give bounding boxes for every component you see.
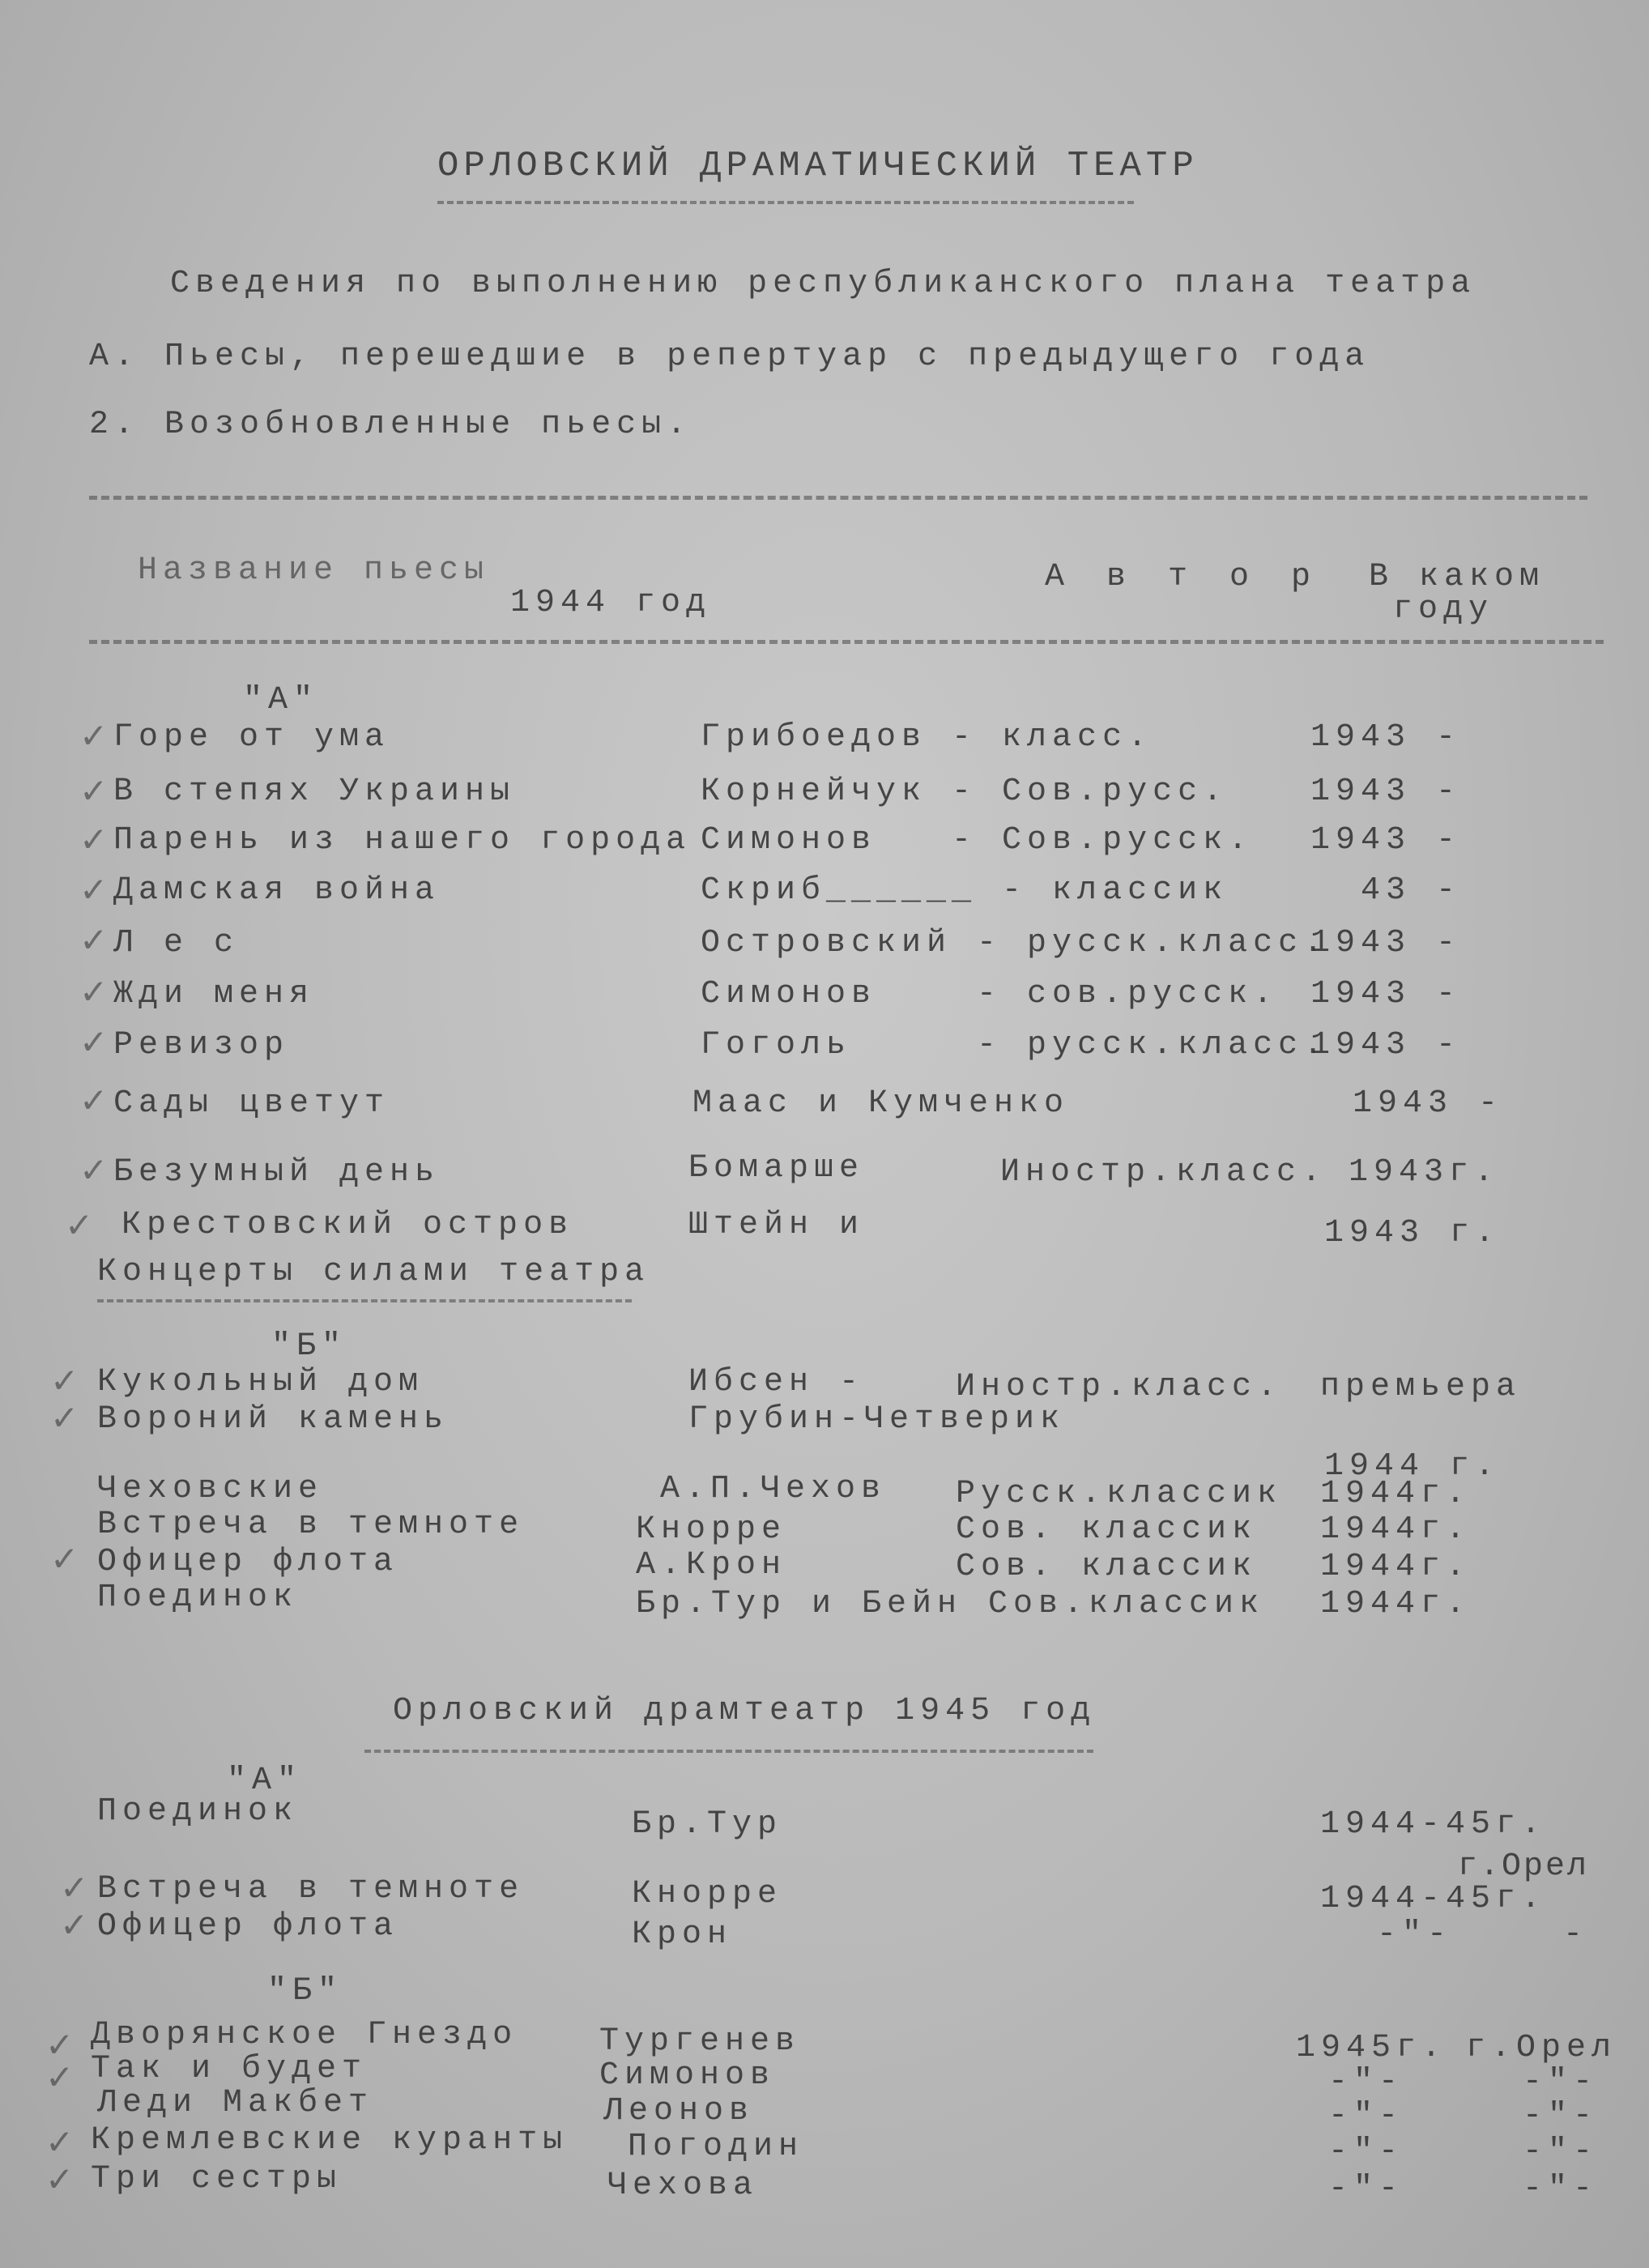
play-year: 1943 - [1310,719,1462,756]
play-year: 1945г. [1296,2030,1447,2066]
play-author: Тургенев [599,2023,801,2060]
play-title: Так и будет [91,2051,368,2087]
section-1944-a-label: "А" [243,682,319,718]
play-title: Парень из нашего города [113,822,692,859]
play-author: Симонов [599,2057,776,2094]
play-place: -"- [1523,2098,1599,2134]
play-title: Встреча в темноте [97,1871,525,1908]
play-place: - [1563,1916,1589,1953]
check-mark-icon: ✓ [45,2057,75,2097]
play-year: -"- [1328,2098,1404,2134]
check-mark-icon: ✓ [79,870,109,910]
play-title: Кремлевские куранты [91,2122,569,2159]
play-title: Жди меня [113,976,315,1013]
play-title: Сады цветут [113,1085,390,1122]
play-category: Сов.классик [988,1586,1265,1622]
play-place: -"- [1523,2064,1599,2100]
check-mark-icon: ✓ [60,1868,89,1908]
subtitle-1945: Орловский драмтеатр 1945 год [393,1693,1097,1729]
play-category: Иностр.класс. [1000,1154,1327,1191]
check-mark-icon: ✓ [50,1398,79,1438]
intro-line-1: Сведения по выполнению республиканского плана театра [170,266,1476,302]
header-author-column: А в т о р [1045,559,1323,595]
play-year: премьера [1320,1369,1522,1405]
header-year-label: 1944 год [510,585,712,621]
play-title: Дамская война [113,872,441,909]
section-1945-a-label: "А" [227,1763,303,1799]
play-year: 1943 - [1310,822,1462,859]
check-mark-icon: ✓ [79,771,109,811]
play-year: 1943 - [1353,1085,1504,1122]
play-place: -"- [1523,2171,1599,2207]
play-year: 1944г. [1320,1549,1472,1585]
play-author: Симонов - Сов.русск. [701,822,1254,859]
play-author: Маас и Кумченко [692,1085,1070,1122]
play-author: Погодин [628,2129,804,2165]
check-mark-icon: ✓ [60,1905,89,1945]
play-title: Крестовский остров [121,1207,574,1243]
play-title: Поединок [97,1793,299,1830]
concerts-underline [97,1299,632,1302]
play-category: Сов. классик [956,1549,1258,1585]
subtitle-1945-underline [364,1750,1093,1753]
play-title: Офицер флота [97,1544,399,1580]
check-mark-icon: ✓ [79,920,109,960]
check-mark-icon: ✓ [65,1205,94,1245]
header-rule-top [89,496,1587,500]
section-1944-b-label: "Б" [271,1328,347,1365]
check-mark-icon: ✓ [45,2159,75,2199]
check-mark-icon: ✓ [79,820,109,859]
play-author: Скриб______ - классик [701,872,1229,909]
play-author: Гоголь - русск.класс. [701,1027,1329,1064]
play-title: В степях Украины [113,774,516,810]
check-mark-icon: ✓ [50,1539,79,1579]
play-title: Л е с [113,925,240,961]
play-title: Чеховские [97,1471,324,1507]
play-title: Безумный день [113,1154,441,1191]
play-author: Грибоедов - класс. [701,719,1153,756]
play-year: 1943 - [1310,976,1462,1013]
intro-line-2: А. Пьесы, перешедшие в репертуар с предыдущего года [89,339,1370,375]
play-author: Кнорре [632,1876,783,1912]
play-author: Кнорре [636,1511,787,1548]
play-author: Грубин-Четверик [688,1401,1066,1438]
play-author: Крон [632,1916,733,1953]
play-category: Русск.классик [956,1476,1283,1512]
play-year: 1944г. [1320,1511,1472,1548]
play-author: А.П.Чехов [660,1471,887,1507]
check-mark-icon: ✓ [45,2025,75,2065]
play-year: -"- [1328,2064,1404,2100]
play-year: 1944-45г. [1320,1881,1547,1917]
play-author: Симонов - сов.русск. [701,976,1279,1013]
play-year: 1943 г. [1324,1215,1501,1251]
check-mark-icon: ✓ [45,2122,75,2162]
document-title: ОРЛОВСКИЙ ДРАМАТИЧЕСКИЙ ТЕАТР [437,146,1199,186]
section-1945-b-label: "Б" [267,1973,343,2010]
play-title: Горе от ума [113,719,390,756]
play-year: 1943 - [1310,925,1462,961]
play-year: 1944г. [1320,1586,1472,1622]
play-title: Поединок [97,1580,299,1616]
concerts-line: Концерты силами театра [97,1254,650,1290]
play-category: Сов. классик [956,1511,1258,1548]
play-year: 1943 - [1310,774,1462,810]
play-year: -"- [1328,2171,1404,2207]
play-author: Бр.Тур и Бейн [636,1586,963,1622]
play-author: Штейн и [688,1207,865,1243]
check-mark-icon: ✓ [79,716,109,756]
play-author: Чехова [607,2168,759,2204]
play-author: Корнейчук - Сов.русс. [701,774,1229,810]
play-author: А.Крон [636,1547,787,1584]
play-title: Вороний камень [97,1401,450,1438]
play-year: 1944г. [1320,1476,1472,1512]
play-place: -"- [1523,2134,1599,2170]
play-year: -"- [1328,2134,1404,2170]
check-mark-icon: ✓ [79,1150,109,1190]
check-mark-icon: ✓ [79,1022,109,1062]
play-title: Встреча в темноте [97,1507,525,1543]
play-title: Леди Макбет [97,2085,374,2121]
play-title: Офицер флота [97,1908,399,1945]
play-year: -"- [1377,1916,1453,1953]
header-when-column-line2: году [1393,591,1494,628]
intro-line-3: 2. Возобновленные пьесы. [89,407,692,443]
header-title-column: Название пьесы [138,552,490,589]
check-mark-icon: ✓ [79,972,109,1012]
title-underline [437,201,1134,204]
play-year: 1944-45г. [1320,1806,1547,1843]
play-title: Три сестры [91,2161,343,2198]
play-year: 1944 г. [1324,1448,1501,1485]
play-title: Кукольный дом [97,1364,424,1400]
play-title: Дворянское Гнездо [91,2017,518,2053]
check-mark-icon: ✓ [79,1081,109,1120]
play-title: Ревизор [113,1027,290,1064]
play-author: Леонов [603,2093,755,2129]
play-author: Бомарше [688,1150,865,1187]
play-author: Ибсен - [688,1364,865,1400]
play-year: 1943 - [1310,1027,1462,1064]
play-category: Иностр.класс. [956,1369,1283,1405]
play-author: Бр.Тур [632,1806,783,1843]
play-year: 1943г. [1349,1154,1500,1191]
header-when-column-line1: В каком [1369,559,1545,595]
play-author: Островский - русск.класс. [701,925,1329,961]
play-year: 43 - [1361,872,1462,909]
check-mark-icon: ✓ [50,1361,79,1400]
play-place: г.Орел [1458,1848,1590,1885]
play-place: г.Орел [1466,2030,1617,2066]
header-rule-bottom [89,640,1604,644]
